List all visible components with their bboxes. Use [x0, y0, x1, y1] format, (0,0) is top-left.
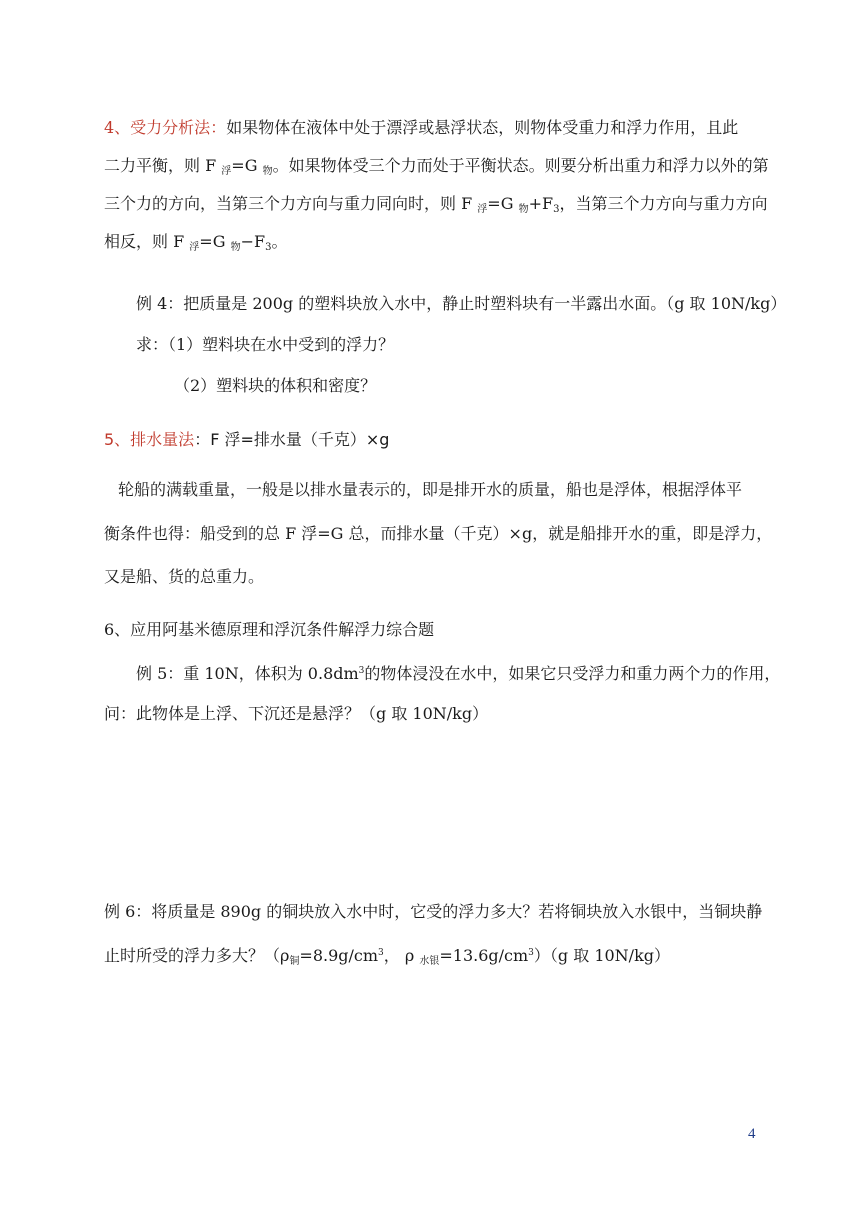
section4-heading: 4、受力分析法	[104, 118, 211, 137]
text-run: 的物体浸没在水中，如果它只受浮力和重力两个力的作用，	[364, 664, 781, 683]
text-run: 。如果物体受三个力而处于平衡状态。则要分析出重力和浮力以外的第	[272, 156, 769, 175]
section4-line1	[104, 118, 738, 138]
example6-line1: 例 6：将质量是 890g 的铜块放入水中时，它受的浮力多大？若将铜块放入水银中，当铜块静	[104, 902, 763, 921]
section4-text: 如果物体在液体中处于漂浮或悬浮状态，则物体受重力和浮力作用，且此	[226, 118, 739, 137]
text-run: =13.6g/cm	[439, 946, 529, 965]
section5-paragraph-line1: 轮船的满载重量，一般是以排水量表示的，即是排开水的质量，船也是浮体，根据浮体平	[118, 480, 743, 499]
text-run: ，当第三个力方向与重力方向	[559, 194, 768, 213]
section5-paragraph-line3: 又是船、货的总重力。	[104, 567, 265, 586]
section5-formula: ：F 浮=排水量（千克）×g	[194, 430, 390, 449]
subscript: 浮	[221, 166, 232, 177]
text-run: =G	[487, 194, 519, 213]
example5-line2: 问：此物体是上浮、下沉还是悬浮？（g 取 10N/kg）	[104, 704, 489, 723]
superscript: 3	[378, 948, 384, 958]
text-run: =G	[199, 232, 231, 251]
example6-line2	[104, 943, 670, 972]
text-run: ， ρ	[383, 946, 420, 965]
text-run: 止时所受的浮力多大？（ρ	[104, 946, 290, 965]
section5-heading-line	[104, 430, 389, 450]
subscript: 浮	[189, 242, 200, 253]
example5-line1	[136, 661, 780, 684]
section4-colon: ：	[210, 118, 227, 137]
page-number: 4	[748, 1126, 756, 1142]
text-run: 二力平衡，则 F	[104, 156, 222, 175]
subscript: 铜	[289, 956, 300, 967]
subscript: 物	[262, 166, 273, 177]
subscript: 3	[553, 204, 560, 215]
section4-line4	[104, 232, 287, 258]
example4-text: 例 4：把质量是 200g 的塑料块放入水中，静止时塑料块有一半露出水面。（g 取 10N/kg）	[136, 294, 787, 313]
text-run: ）（g 取 10N/kg）	[533, 946, 671, 965]
section6-heading: 6、应用阿基米德原理和浮沉条件解浮力综合题	[104, 620, 435, 639]
superscript: 3	[528, 948, 534, 958]
text-run: 三个力的方向，当第三个力方向与重力同向时，则 F	[104, 194, 478, 213]
subscript: 物	[230, 242, 241, 253]
subscript: 浮	[477, 204, 488, 215]
subscript: 水银	[419, 956, 440, 967]
example4-question2: （2）塑料块的体积和密度？	[174, 376, 377, 395]
section4-line3	[104, 194, 767, 220]
text-run: 。	[271, 232, 288, 251]
text-run: =G	[231, 156, 263, 175]
section5-paragraph-line2: 衡条件也得：船受到的总 F 浮=G 总，而排水量（千克）×g，就是船排开水的重，即是浮力，	[104, 524, 773, 543]
text-run: 相反，则 F	[104, 232, 190, 251]
subscript: 3	[265, 242, 272, 253]
section4-line2	[104, 156, 769, 182]
superscript: 3	[358, 666, 365, 676]
text-run: 例 5：重 10N，体积为 0.8dm	[136, 664, 359, 683]
text-run: +F	[528, 194, 554, 213]
section5-heading: 5、排水量法	[104, 430, 195, 449]
subscript: 物	[518, 204, 529, 215]
text-run: =8.9g/cm	[299, 946, 379, 965]
text-run: −F	[240, 232, 266, 251]
example4-question1: 求：（1）塑料块在水中受到的浮力？	[136, 335, 395, 354]
